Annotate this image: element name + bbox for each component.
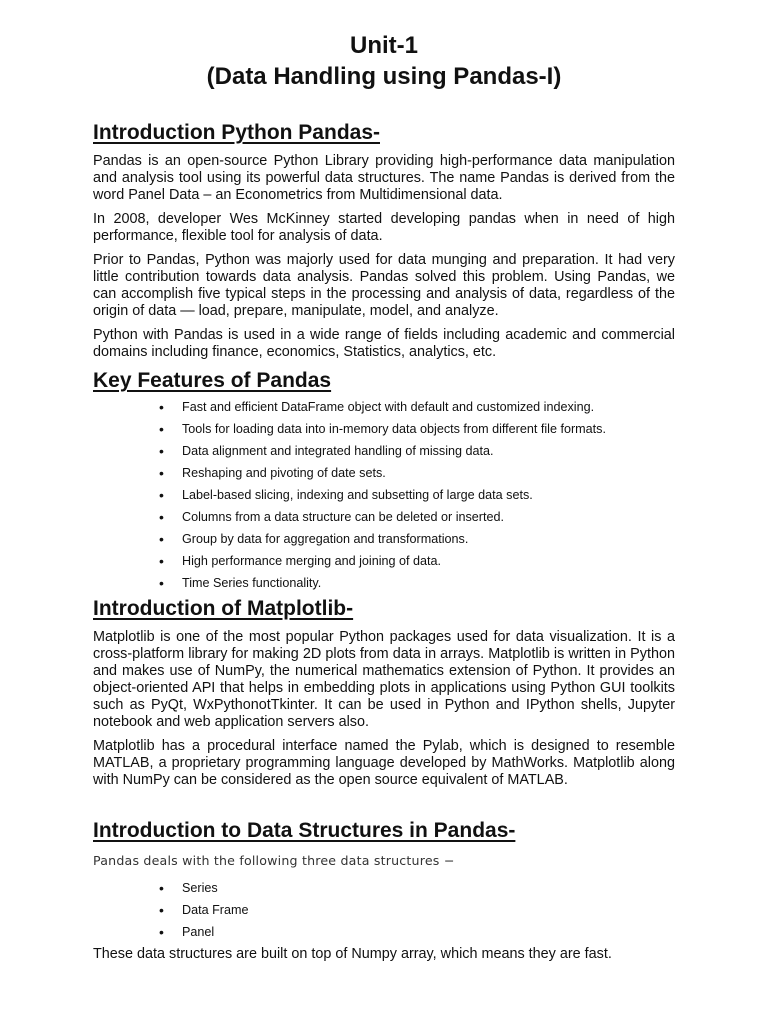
list-item: • Label-based slicing, indexing and subsetting of large data sets.: [159, 484, 675, 506]
paragraph: Python with Pandas is used in a wide range of fields including academic and commercial domains including finance, economics, Statistics, analytics, etc.: [93, 327, 675, 360]
paragraph: Matplotlib is one of the most popular Python packages used for data visualization. It is a cross-platform library for making 2D plots from data in arrays. Matplotlib is written in Python and makes use of NumPy, the numerical mathematics extension of Python. It provides an object-oriented API that helps in embedding plots in applications using Python GUI toolkits such as PyQt, WxPythonotTkinter. It can be used in Python and IPython shells, Jupyter notebook and web application servers also.: [93, 629, 675, 730]
heading-data-structures: Introduction to Data Structures in Pandas-: [93, 819, 516, 842]
heading-intro-matplotlib: Introduction of Matplotlib-: [93, 597, 354, 620]
list-item: • Tools for loading data into in-memory data objects from different file formats.: [159, 418, 675, 440]
list-item: • Data alignment and integrated handling of missing data.: [159, 440, 675, 462]
list-item: • Fast and efficient DataFrame object with default and customized indexing.: [159, 396, 675, 418]
paragraph: Pandas is an open-source Python Library providing high-performance data manipulation and analysis tool using its powerful data structures. The name Pandas is derived from the word Panel Data – an Econometrics from Multidimensional data.: [93, 153, 675, 203]
unit-title: Unit-1 (Data Handling using Pandas-I): [206, 32, 562, 90]
list-item: • Reshaping and pivoting of date sets.: [159, 462, 675, 484]
list-item: • Data Frame: [159, 899, 675, 921]
data-structures-intro: Pandas deals with the following three data structures −: [93, 853, 455, 868]
list-item: • Time Series functionality.: [159, 572, 675, 594]
heading-key-features: Key Features of Pandas: [93, 369, 332, 392]
paragraph: In 2008, developer Wes McKinney started developing pandas when in need of high performance, flexible tool for analysis of data.: [93, 211, 675, 244]
paragraph: Prior to Pandas, Python was majorly used for data munging and preparation. It had very little contribution towards data analysis. Pandas solved this problem. Using Pandas, we can accomplish five typical steps in the processing and analysis of data, regardless of the origin of data — load, prepare, manipulate, model, and analyze.: [93, 252, 675, 319]
list-item: • High performance merging and joining of data.: [159, 550, 675, 572]
list-item: • Group by data for aggregation and transformations.: [159, 528, 675, 550]
heading-intro-pandas: Introduction Python Pandas-: [93, 121, 380, 144]
features-list: [93, 396, 675, 594]
data-structures-list: [93, 877, 675, 943]
list-item: • Series: [159, 877, 675, 899]
list-item: • Columns from a data structure can be deleted or inserted.: [159, 506, 675, 528]
document-page: [93, 30, 675, 963]
list-item: • Panel: [159, 921, 675, 943]
paragraph: Matplotlib has a procedural interface named the Pylab, which is designed to resemble MATLAB, a proprietary programming language developed by MathWorks. Matplotlib along with NumPy can be considered as the open source equivalent of MATLAB.: [93, 738, 675, 788]
paragraph: These data structures are built on top of Numpy array, which means they are fast.: [93, 946, 612, 962]
